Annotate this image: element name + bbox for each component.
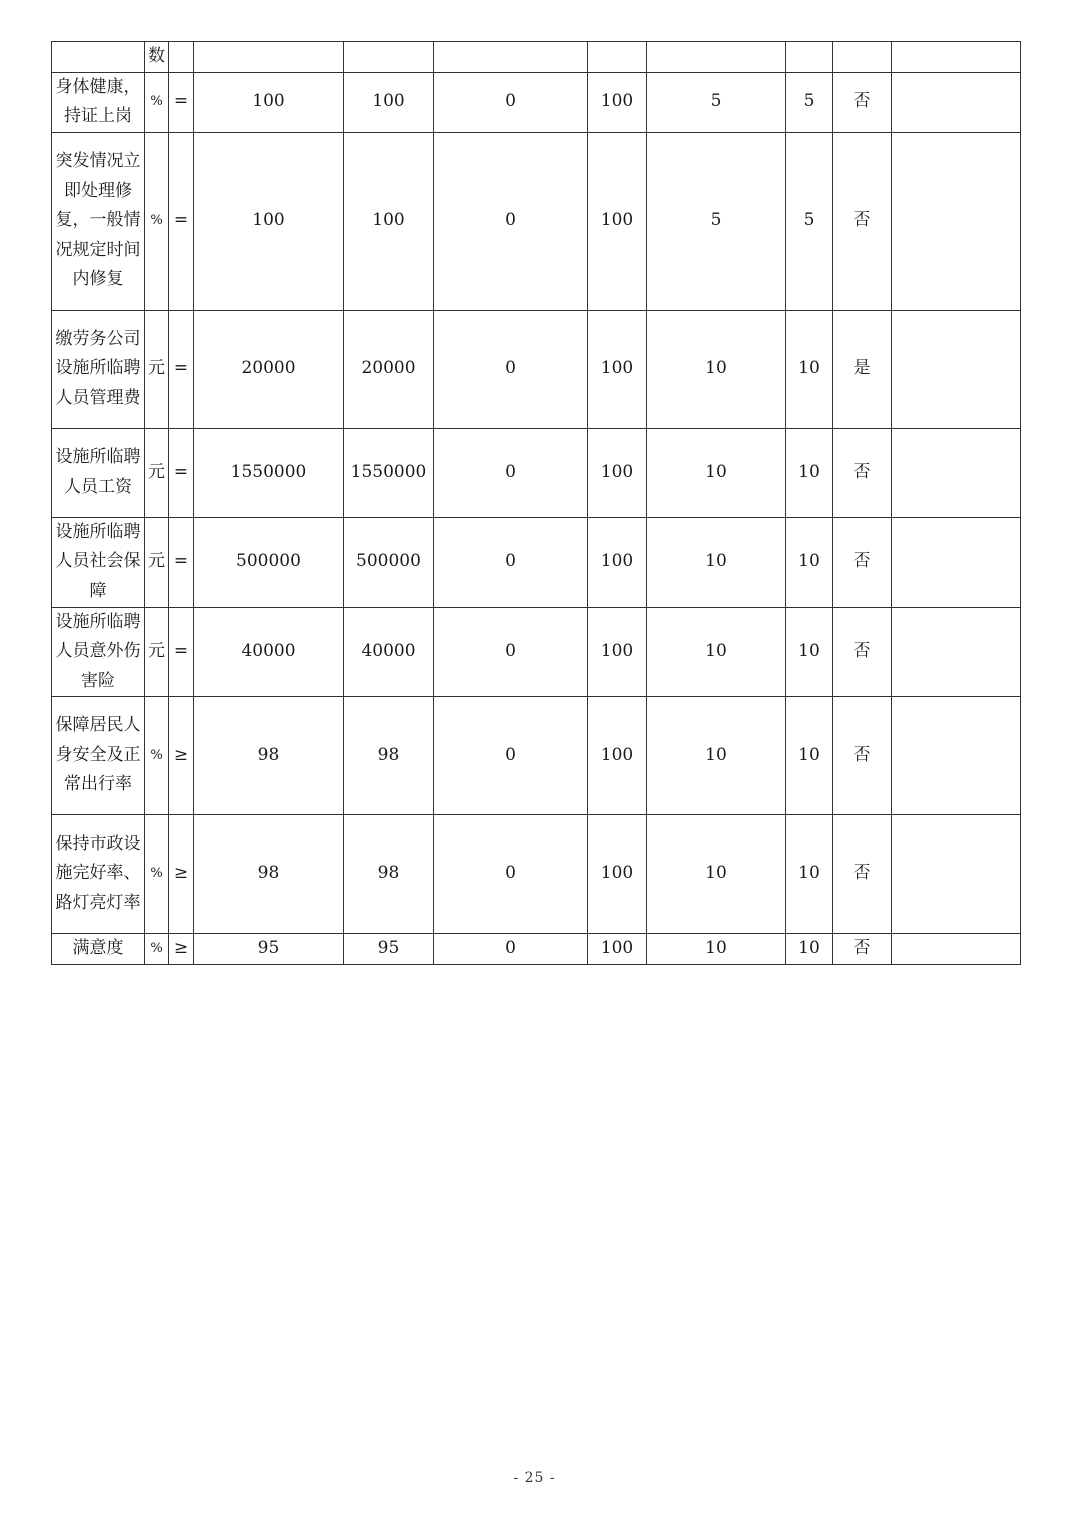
completion-rate-cell: 100 (588, 607, 647, 697)
blank-cell (194, 42, 344, 73)
blank-cell (52, 42, 145, 73)
score-cell: 10 (786, 310, 833, 428)
actual-value-cell: 95 (344, 934, 434, 965)
operator-cell: = (169, 310, 194, 428)
score-cell: 5 (786, 132, 833, 310)
actual-value-cell: 40000 (344, 607, 434, 697)
note-cell (892, 697, 1021, 815)
weight-cell: 10 (647, 428, 786, 517)
flag-cell: 否 (833, 697, 892, 815)
score-cell: 10 (786, 517, 833, 607)
table-row (52, 310, 1021, 428)
operator-cell: = (169, 607, 194, 697)
flag-cell: 是 (833, 310, 892, 428)
table-row (52, 607, 1021, 697)
note-cell (892, 815, 1021, 934)
note-cell (892, 607, 1021, 697)
completion-rate-cell: 100 (588, 132, 647, 310)
unit-cell: 元 (145, 517, 169, 607)
table-row (52, 815, 1021, 934)
weight-cell: 10 (647, 697, 786, 815)
unit-cell: % (145, 132, 169, 310)
table-row (52, 517, 1021, 607)
target-value-cell: 1550000 (194, 428, 344, 517)
actual-value-cell: 20000 (344, 310, 434, 428)
table-row (52, 934, 1021, 965)
header-fragment-cell: 数 (145, 42, 169, 73)
note-cell (892, 517, 1021, 607)
indicator-cell: 保障居民人身安全及正常出行率 (52, 697, 145, 815)
unit-cell: 元 (145, 428, 169, 517)
weight-cell: 10 (647, 310, 786, 428)
table-row (52, 697, 1021, 815)
difference-cell: 0 (434, 815, 588, 934)
difference-cell: 0 (434, 310, 588, 428)
operator-cell: = (169, 132, 194, 310)
blank-cell (833, 42, 892, 73)
difference-cell: 0 (434, 72, 588, 132)
blank-cell (647, 42, 786, 73)
flag-cell: 否 (833, 132, 892, 310)
completion-rate-cell: 100 (588, 517, 647, 607)
flag-cell: 否 (833, 517, 892, 607)
actual-value-cell: 500000 (344, 517, 434, 607)
actual-value-cell: 100 (344, 132, 434, 310)
note-cell (892, 934, 1021, 965)
score-cell: 10 (786, 934, 833, 965)
target-value-cell: 20000 (194, 310, 344, 428)
score-cell: 10 (786, 815, 833, 934)
actual-value-cell: 98 (344, 815, 434, 934)
unit-cell: 元 (145, 310, 169, 428)
target-value-cell: 98 (194, 815, 344, 934)
actual-value-cell: 98 (344, 697, 434, 815)
weight-cell: 10 (647, 815, 786, 934)
target-value-cell: 100 (194, 132, 344, 310)
difference-cell: 0 (434, 517, 588, 607)
operator-cell: ≥ (169, 815, 194, 934)
unit-cell: % (145, 934, 169, 965)
completion-rate-cell: 100 (588, 72, 647, 132)
difference-cell: 0 (434, 697, 588, 815)
completion-rate-cell: 100 (588, 697, 647, 815)
indicator-cell: 设施所临聘人员工资 (52, 428, 145, 517)
page-number: - 25 - (513, 1470, 556, 1486)
flag-cell: 否 (833, 607, 892, 697)
operator-cell: = (169, 517, 194, 607)
blank-cell (892, 42, 1021, 73)
score-cell: 10 (786, 428, 833, 517)
indicator-cell: 设施所临聘人员意外伤害险 (52, 607, 145, 697)
completion-rate-cell: 100 (588, 310, 647, 428)
target-value-cell: 95 (194, 934, 344, 965)
score-cell: 10 (786, 697, 833, 815)
note-cell (892, 72, 1021, 132)
operator-cell: ≥ (169, 934, 194, 965)
completion-rate-cell: 100 (588, 428, 647, 517)
indicator-cell: 设施所临聘人员社会保障 (52, 517, 145, 607)
flag-cell: 否 (833, 934, 892, 965)
weight-cell: 10 (647, 934, 786, 965)
indicator-cell: 保持市政设施完好率、路灯亮灯率 (52, 815, 145, 934)
indicator-cell: 身体健康，持证上岗 (52, 72, 145, 132)
unit-cell: % (145, 72, 169, 132)
table-row (52, 72, 1021, 132)
operator-cell: = (169, 72, 194, 132)
indicator-cell: 缴劳务公司设施所临聘人员管理费 (52, 310, 145, 428)
note-cell (892, 132, 1021, 310)
blank-cell (434, 42, 588, 73)
operator-cell: = (169, 428, 194, 517)
completion-rate-cell: 100 (588, 815, 647, 934)
blank-cell (588, 42, 647, 73)
difference-cell: 0 (434, 607, 588, 697)
weight-cell: 10 (647, 607, 786, 697)
blank-cell (169, 42, 194, 73)
weight-cell: 5 (647, 132, 786, 310)
indicator-cell: 满意度 (52, 934, 145, 965)
flag-cell: 否 (833, 815, 892, 934)
operator-cell: ≥ (169, 697, 194, 815)
difference-cell: 0 (434, 132, 588, 310)
score-cell: 5 (786, 72, 833, 132)
target-value-cell: 98 (194, 697, 344, 815)
weight-cell: 5 (647, 72, 786, 132)
note-cell (892, 310, 1021, 428)
blank-cell (786, 42, 833, 73)
unit-cell: % (145, 815, 169, 934)
difference-cell: 0 (434, 428, 588, 517)
header-fragment-row (52, 42, 1021, 73)
indicator-cell: 突发情况立即处理修复，一般情况规定时间内修复 (52, 132, 145, 310)
target-value-cell: 40000 (194, 607, 344, 697)
difference-cell: 0 (434, 934, 588, 965)
actual-value-cell: 1550000 (344, 428, 434, 517)
flag-cell: 否 (833, 428, 892, 517)
target-value-cell: 500000 (194, 517, 344, 607)
unit-cell: 元 (145, 607, 169, 697)
weight-cell: 10 (647, 517, 786, 607)
table-row (52, 132, 1021, 310)
flag-cell: 否 (833, 72, 892, 132)
table-row (52, 428, 1021, 517)
note-cell (892, 428, 1021, 517)
unit-cell: % (145, 697, 169, 815)
actual-value-cell: 100 (344, 72, 434, 132)
blank-cell (344, 42, 434, 73)
target-value-cell: 100 (194, 72, 344, 132)
completion-rate-cell: 100 (588, 934, 647, 965)
score-cell: 10 (786, 607, 833, 697)
performance-table (51, 41, 1021, 965)
